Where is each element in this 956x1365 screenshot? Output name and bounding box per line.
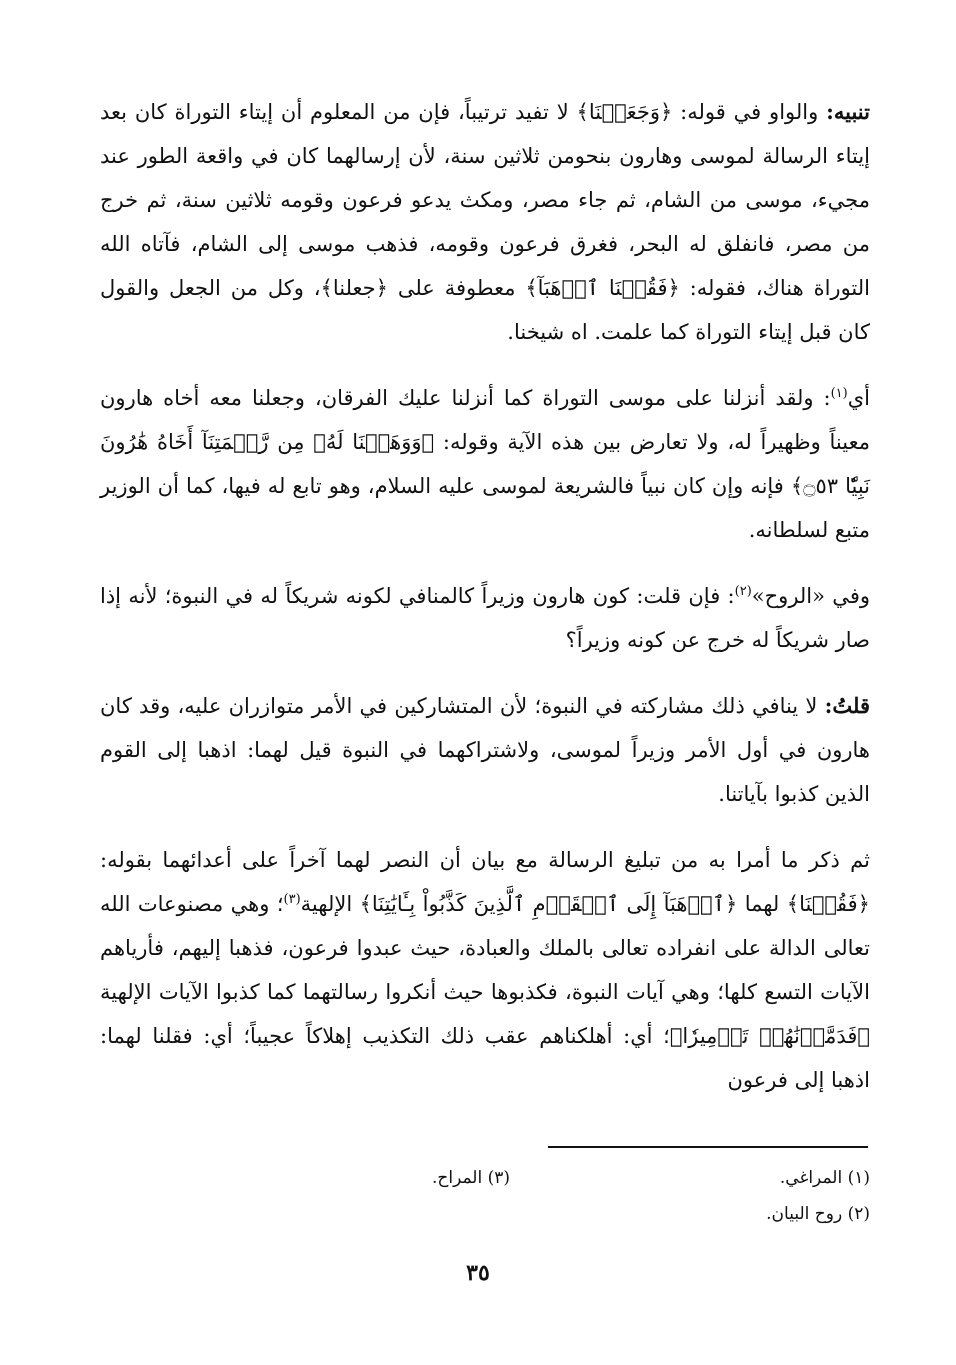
page-body (100, 90, 870, 1124)
footnote-2: (٢) روح البيان. (766, 1204, 870, 1224)
footnotes (100, 1160, 870, 1232)
paragraph-text: والواو في قوله: ﴿وَجَعَلۡنَا﴾ لا تفيد ترتيباً، فإن من المعلوم أن إيتاء التوراة كان بعد إيتاء الرسالة لموسى وهارون بنحومن ثلاثين سنة، لأن إرسالهما كان في واقعة الطور عند مجيء، موسى من الشام، ثم جاء مصر، ومكث يدعو فرعون وقومه ثلاثين سنة، ثم خرج من مصر، فانفلق له البحر، فغرق فرعون وقومه، فذهب موسى إلى الشام، فآتاه الله التوراة هناك، فقوله: ﴿فَقُلۡنَا ٱذۡهَبَآ﴾ معطوفة على ﴿جعلنا﴾، وكل من الجعل والقول كان قبل إيتاء التوراة كما علمت. اه شيخنا. (100, 100, 870, 344)
footnote-ref: (٢) (734, 584, 752, 599)
paragraph-text-before: ثم ذكر ما أمرا به من تبليغ الرسالة مع بيان أن النصر لهما آخراً على أعدائهما بقوله: ﴿فَقُلۡنَا﴾ لهما ﴿ٱذۡهَبَآ إِلَى ٱلۡقَوۡمِ ٱلَّذِينَ كَذَّبُواْ بِـَٔايَٰتِنَا﴾ الإلهية (100, 848, 870, 916)
paragraph-text: لا ينافي ذلك مشاركته في النبوة؛ لأن المتشاركين في الأمر متوازران عليه، وقد كان هارون في أول الأمر وزيراً لموسى، ولاشتراكهما في النبوة قيل لهما: اذهبا إلى القوم الذين كذبوا بآياتنا. (100, 694, 870, 806)
footnote-row (100, 1160, 870, 1196)
paragraph-ruh-question (100, 574, 870, 662)
paragraph-text-before: وفي «الروح» (751, 584, 870, 608)
footnote-1: (١) المراغي. (779, 1168, 870, 1188)
footnote-row (100, 1196, 870, 1232)
paragraph-lead: قلتُ: (824, 693, 870, 718)
paragraph-lead: تنبيه: (826, 99, 870, 124)
footnote-3: (٣) المراح. (431, 1168, 510, 1188)
page-number: ٣٥ (466, 1260, 490, 1286)
paragraph-text-before: أي (847, 386, 870, 410)
footnote-ref: (١) (830, 386, 848, 401)
paragraph-text: ؛ وهي مصنوعات الله تعالى الدالة على انفراده تعالى بالملك والعبادة، حيث عبدوا فرعون، فذهبا إليهم، فأرياهم الآيات التسع كلها؛ وهي آيات النبوة، فكذبوها حيث أنكروا رسالتهما كما كذبوا الآيات الإلهية ﴿فَدَمَّرۡنَٰهُمۡ تَدۡمِيرٗا﴾؛ أي: أهلكناهم عقب ذلك التكذيب إهلاكاً عجيباً؛ أي: فقلنا لهما: اذهبا إلى فرعون (100, 892, 870, 1092)
paragraph-text: : ولقد أنزلنا على موسى التوراة كما أنزلنا عليك الفرقان، وجعلنا معه أخاه هارون معيناً وظهيراً له، ولا تعارض بين هذه الآية وقوله: ﴿وَوَهَبۡنَا لَهُۥ مِن رَّحۡمَتِنَآ أَخَاهُ هَٰرُونَ نَبِيّٗا ۝٥٣﴾ فإنه وإن كان نبياً فالشريعة لموسى عليه السلام، وهو تابع له فيها، كما أن الوزير متبع لسلطانه. (100, 386, 870, 542)
paragraph-note (100, 90, 870, 354)
paragraph-answer (100, 684, 870, 816)
footnote-divider (548, 1146, 868, 1148)
paragraph-meaning (100, 376, 870, 552)
footnote-ref: (٣) (283, 892, 301, 907)
paragraph-mission (100, 838, 870, 1102)
paragraph-text: : فإن قلت: كون هارون وزيراً كالمنافي لكونه شريكاً له في النبوة؛ لأنه إذا صار شريكاً له خرج عن كونه وزيراً؟ (100, 584, 870, 652)
